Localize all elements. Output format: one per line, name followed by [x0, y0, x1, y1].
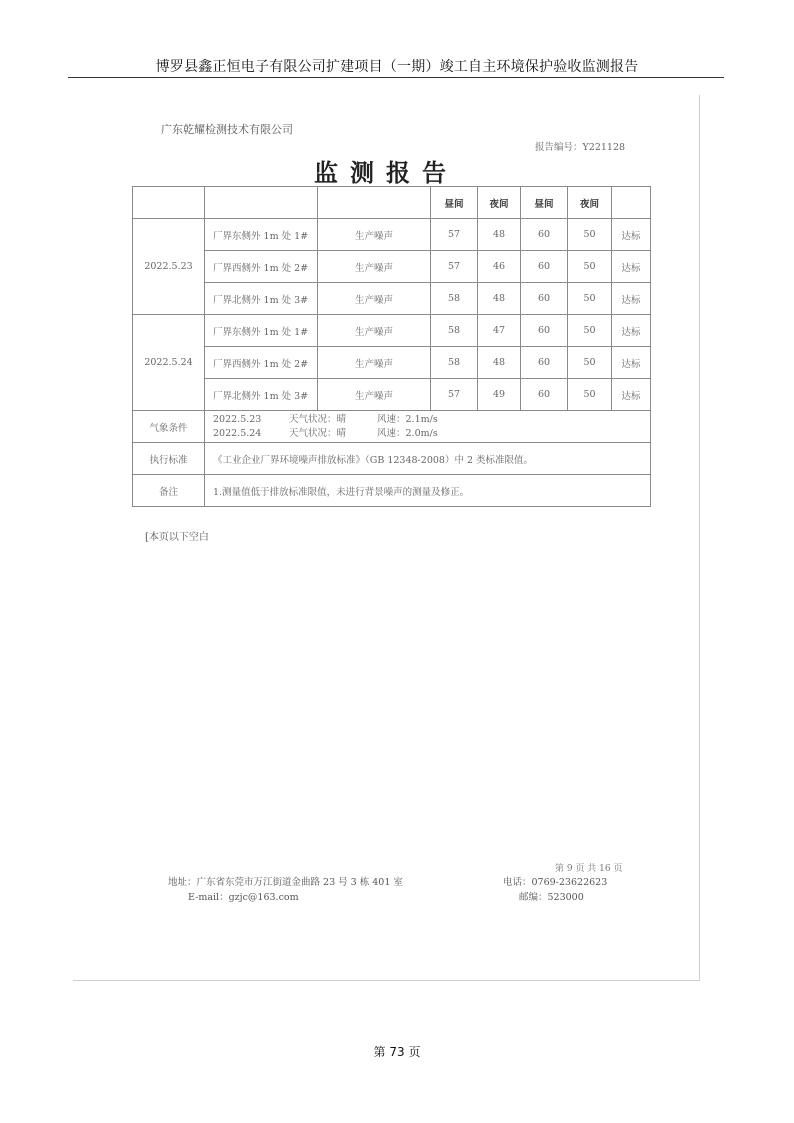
report-title: 监测报告: [314, 158, 458, 187]
table-header-row: [133, 187, 651, 219]
location-cell: 厂界北侧外 1m 处 3#: [205, 379, 318, 411]
header-cell: 昼间: [521, 187, 568, 219]
scanned-report-page: [73, 95, 700, 981]
table-row: [133, 379, 651, 411]
header-cell: 夜间: [568, 187, 612, 219]
table-row: [133, 347, 651, 379]
blank-below-note: [本页以下空白: [145, 532, 209, 543]
day-limit-cell: 60: [521, 347, 568, 379]
standard-row: [133, 443, 651, 475]
header-cell: [133, 187, 205, 219]
weather-cell: [205, 411, 651, 443]
header-cell: [318, 187, 431, 219]
source-cell: 生产噪声: [318, 379, 431, 411]
night-value-cell: 48: [478, 219, 521, 251]
weather-sky: 天气状况：晴: [289, 413, 347, 425]
weather-line: [213, 413, 650, 427]
result-cell: 达标: [612, 283, 651, 315]
source-cell: 生产噪声: [318, 283, 431, 315]
noise-monitoring-table: [132, 186, 651, 507]
day-value-cell: 58: [431, 347, 478, 379]
company-address: 地址：广东省东莞市万江街道金曲路 23 号 3 栋 401 室: [168, 877, 403, 888]
night-value-cell: 46: [478, 251, 521, 283]
result-cell: 达标: [612, 315, 651, 347]
source-cell: 生产噪声: [318, 347, 431, 379]
header-cell: [205, 187, 318, 219]
table-row: [133, 315, 651, 347]
location-cell: 厂界西侧外 1m 处 2#: [205, 251, 318, 283]
night-value-cell: 48: [478, 347, 521, 379]
night-value-cell: 47: [478, 315, 521, 347]
night-limit-cell: 50: [568, 347, 612, 379]
day-value-cell: 57: [431, 251, 478, 283]
table-row: [133, 283, 651, 315]
source-cell: 生产噪声: [318, 251, 431, 283]
header-cell: [612, 187, 651, 219]
location-cell: 厂界西侧外 1m 处 2#: [205, 347, 318, 379]
day-value-cell: 57: [431, 379, 478, 411]
day-limit-cell: 60: [521, 251, 568, 283]
source-cell: 生产噪声: [318, 315, 431, 347]
company-email: E-mail：gzjc@163.com: [188, 892, 299, 903]
date-cell: 2022.5.23: [133, 219, 205, 315]
remark-text: 1.测量值低于排放标准限值，未进行背景噪声的测量及修正。: [205, 475, 651, 507]
weather-wind: 风速：2.0m/s: [377, 427, 438, 439]
result-cell: 达标: [612, 379, 651, 411]
location-cell: 厂界东侧外 1m 处 1#: [205, 315, 318, 347]
night-limit-cell: 50: [568, 315, 612, 347]
night-value-cell: 48: [478, 283, 521, 315]
date-cell: 2022.5.24: [133, 315, 205, 411]
weather-row: [133, 411, 651, 443]
header-cell: 夜间: [478, 187, 521, 219]
result-cell: 达标: [612, 219, 651, 251]
night-limit-cell: 50: [568, 219, 612, 251]
weather-date: 2022.5.24: [213, 427, 262, 439]
result-cell: 达标: [612, 347, 651, 379]
company-postal-code: 邮编：523000: [519, 892, 584, 903]
remark-label: 备注: [133, 475, 205, 507]
day-limit-cell: 60: [521, 283, 568, 315]
night-value-cell: 49: [478, 379, 521, 411]
day-limit-cell: 60: [521, 315, 568, 347]
table-row: [133, 219, 651, 251]
report-number: 报告编号：Y221128: [535, 142, 626, 153]
weather-sky: 天气状况：晴: [289, 427, 347, 439]
result-cell: 达标: [612, 251, 651, 283]
weather-date: 2022.5.23: [213, 413, 262, 425]
night-limit-cell: 50: [568, 283, 612, 315]
day-value-cell: 58: [431, 283, 478, 315]
location-cell: 厂界北侧外 1m 处 3#: [205, 283, 318, 315]
weather-wind: 风速：2.1m/s: [377, 413, 438, 425]
source-cell: 生产噪声: [318, 219, 431, 251]
header-cell: 昼间: [431, 187, 478, 219]
night-limit-cell: 50: [568, 251, 612, 283]
scan-page-info: 第 9 页 共 16 页: [555, 864, 623, 874]
company-name: 广东乾耀检测技术有限公司: [161, 123, 293, 136]
document-header-title: 博罗县鑫正恒电子有限公司扩建项目（一期）竣工自主环境保护验收监测报告: [155, 59, 639, 75]
weather-label: 气象条件: [133, 411, 205, 443]
day-limit-cell: 60: [521, 379, 568, 411]
remark-row: [133, 475, 651, 507]
header-rule: [68, 77, 724, 78]
day-value-cell: 58: [431, 315, 478, 347]
day-limit-cell: 60: [521, 219, 568, 251]
page-number: 第 73 页: [373, 1045, 421, 1059]
company-phone: 电话：0769-23622623: [503, 877, 608, 888]
standard-text: 《工业企业厂界环境噪声排放标准》（GB 12348-2008）中 2 类标准限值。: [205, 443, 651, 475]
night-limit-cell: 50: [568, 379, 612, 411]
weather-line: [213, 427, 650, 441]
table-row: [133, 251, 651, 283]
day-value-cell: 57: [431, 219, 478, 251]
location-cell: 厂界东侧外 1m 处 1#: [205, 219, 318, 251]
standard-label: 执行标准: [133, 443, 205, 475]
